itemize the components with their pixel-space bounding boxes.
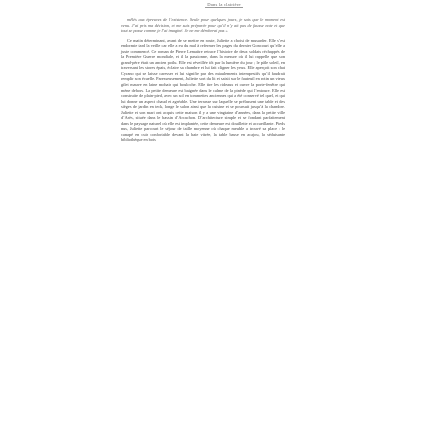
text-column <box>121 17 285 143</box>
running-header <box>0 2 448 7</box>
running-title: Dans la clairière <box>207 2 241 7</box>
body-paragraph: Ce matin déterminant, avant de se mettre en route, Juliette a choisi de musarder. Elle s’est endormie tard la veille car elle a eu du mal à refermer les pages du dernier Goncourt qu’elle a juste commencé. Ce roman de Pierre Lemaitre retrace l’histoire de deux soldats réchappés de la Première Guerre mondiale, et il la passionne, dans la mesure où il lui rappelle que son grand-père était un ancien poilu. Elle est réveillée tôt par la lumière du jour ; le pâle soleil, en traversant les stores épais, éclaire sa chambre et lui fait cligner les yeux. Elle aperçoit son chat Cyrano qui se laisse caresser et lui signifie par des miaulements intempestifs qu’il faudrait remplir son écuelle. Paresseusement, Juliette sort du lit et saisit sur le fauteuil en rotin un vieux gilet mauve en laine mohair qui bouloche. Elle tire les rideaux et ouvre la porte-fenêtre qui mène dehors. La petite demeure est baignée dans le calme de la pinède qui l’entoure. Elle est construite de plain-pied, avec un sol en tommettes anciennes qui a été conservé tel quel, et qui lui donne un aspect chaud et agréable. Une terrasse sur laquelle se prélassent une table et des sièges de jardin en teck, longe le salon ainsi que la cuisine et se poursuit jusqu’à la chambre. Juliette et son mari ont acquis cette maison il y a une vingtaine d’années, dans la petite ville d’Arès, située dans le bassin d’Arcachon. D’architecture simple et se fondant parfaitement dans le paysage naturel où elle est implantée, cette demeure est douillette et accueillante. Pieds nus, Juliette parcourt le séjour de taille moyenne où chaque meuble a trouvé sa place : le canapé en cuir confortable devant la baie vitrée, la table basse en acajou, la séduisante bibliothèque en bois <box>121 37 285 143</box>
intro-paragraph: mêlés aux épreuves de l’existence. Seule pour quelques jours, je sais que le moment est venu. J’ai pris ma décision, et me suis préparée pour qu’il n’y ait pas de fausse note et que tout se passe comme je l’ai imaginé. Je ne me déroberai pas » <box>121 17 285 34</box>
